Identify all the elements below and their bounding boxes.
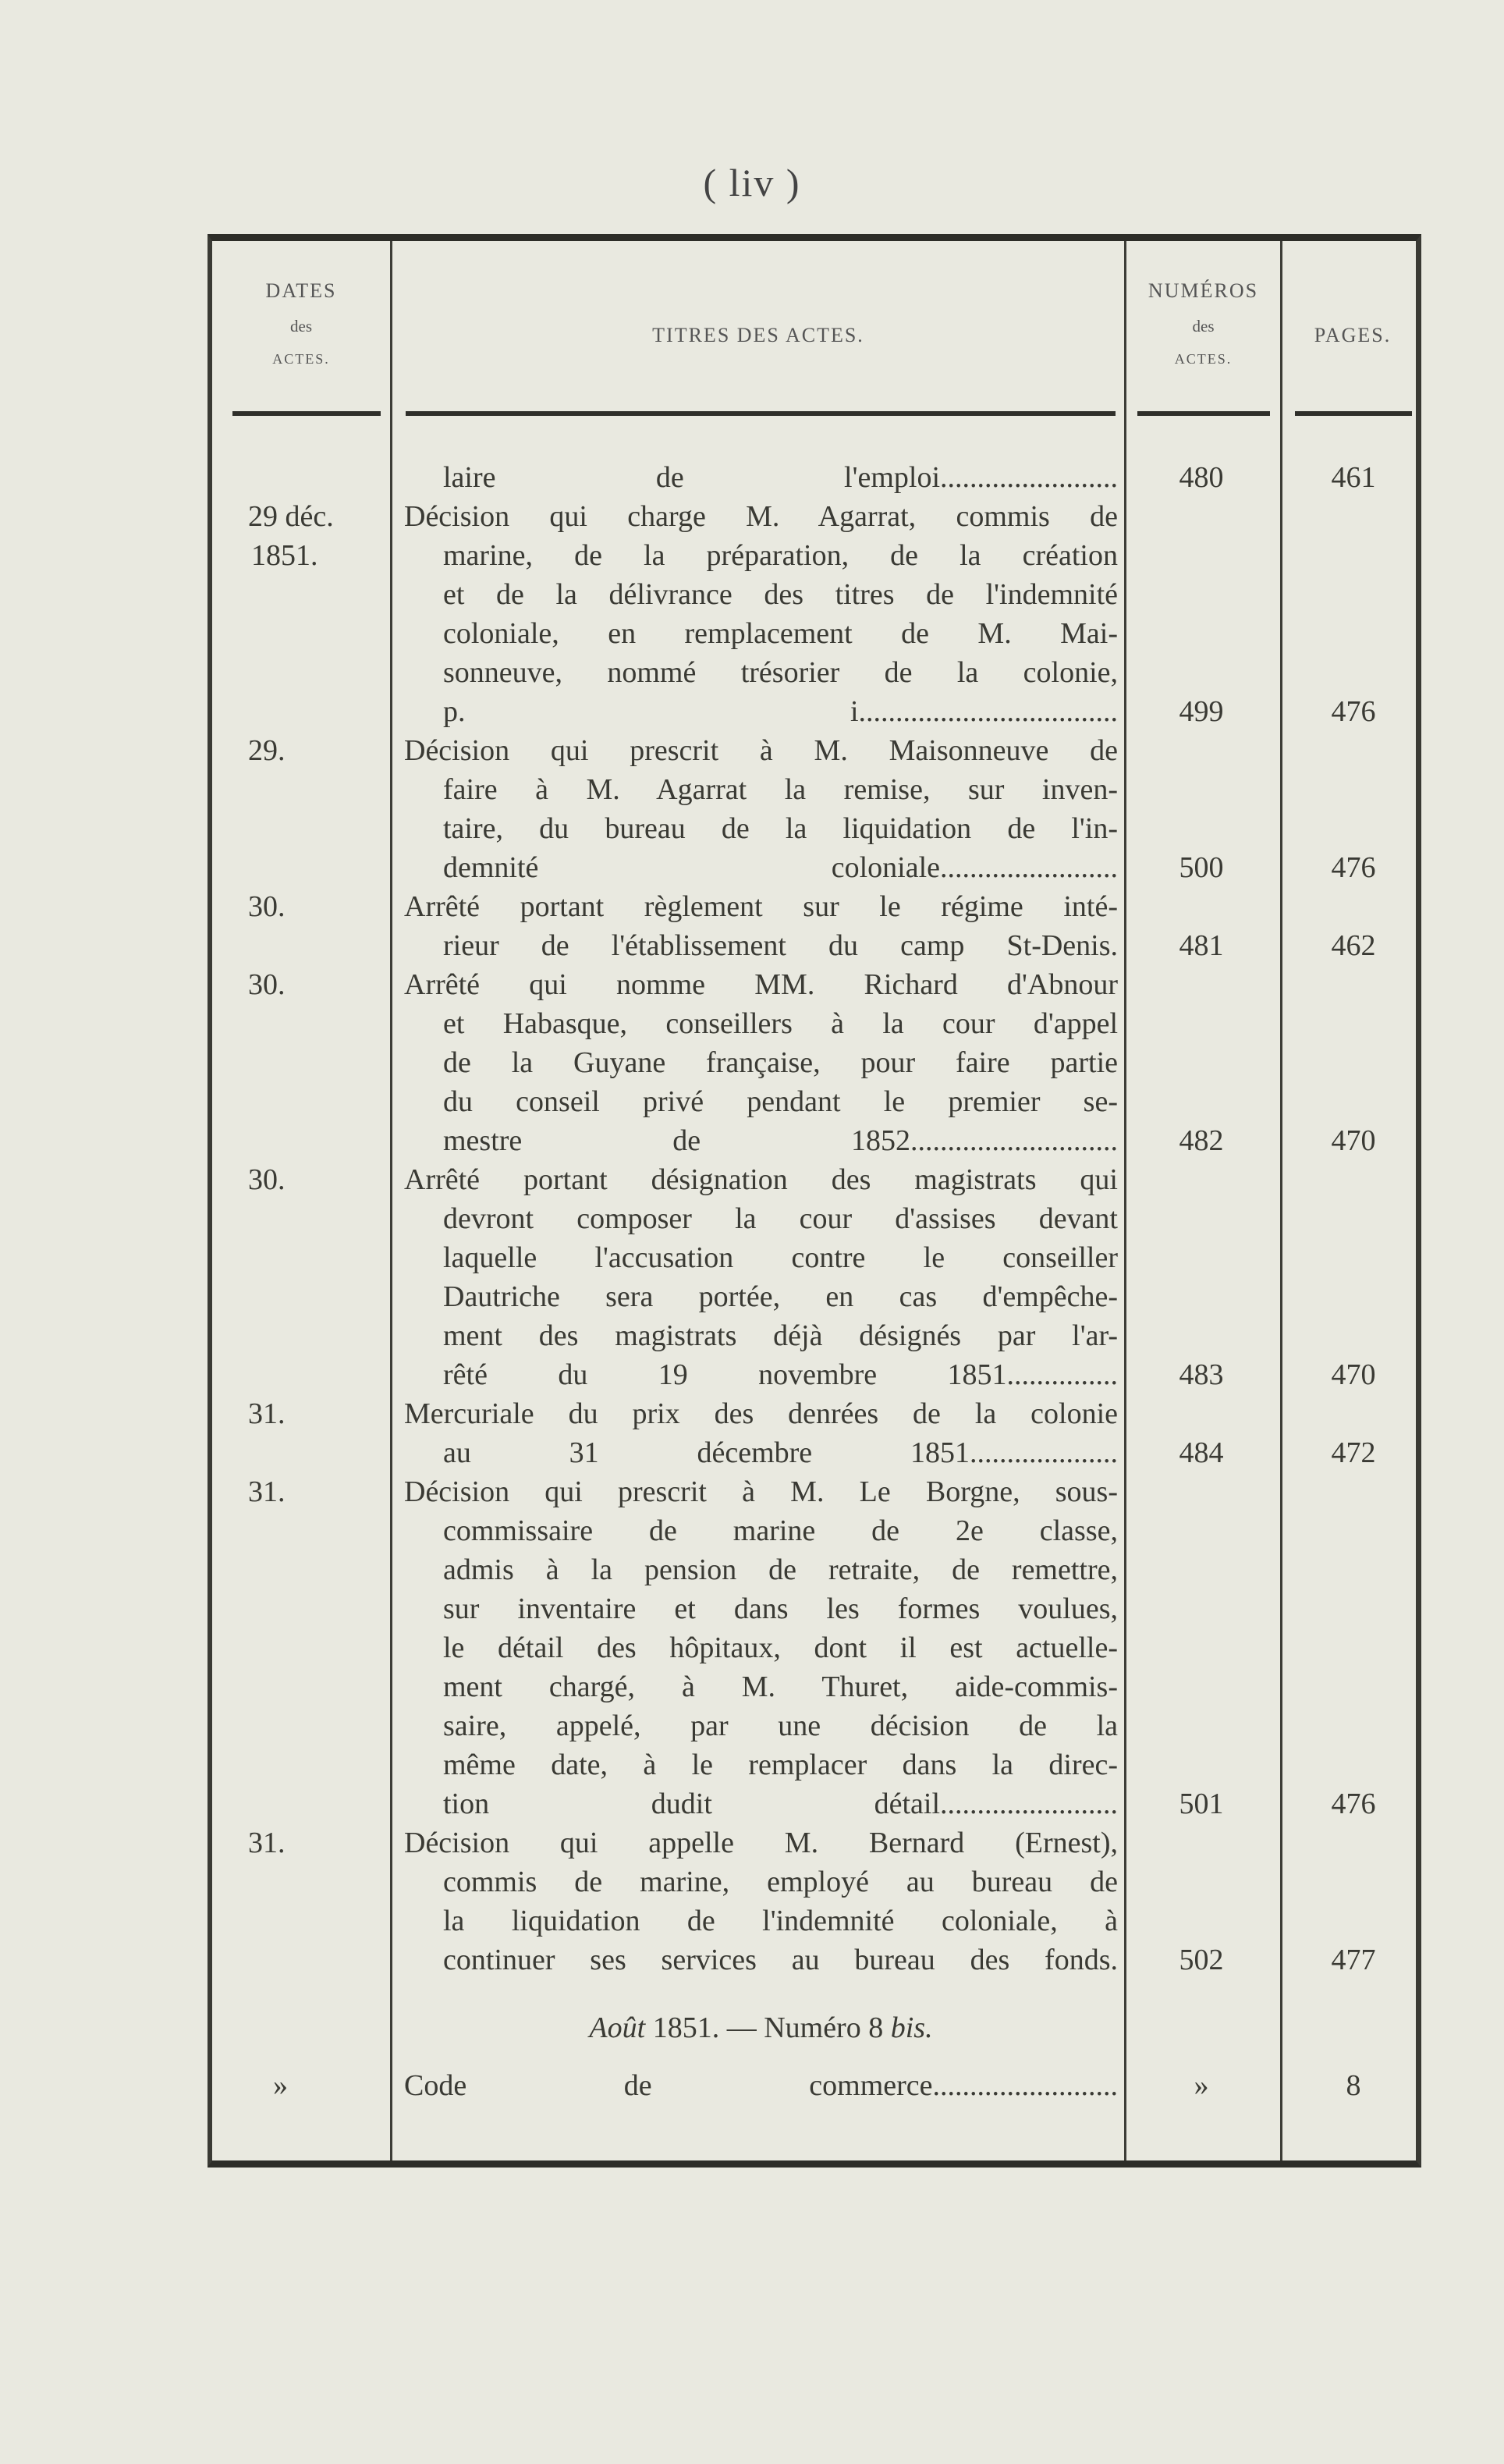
header-rule-dates: [232, 411, 381, 416]
column-rule-numbers: [1280, 241, 1282, 2160]
column-rule-dates: [390, 241, 392, 2160]
entry-date-line: 31.: [248, 1397, 286, 1430]
entry-title: [404, 1160, 1118, 1394]
entry-title: [404, 731, 1118, 887]
entry-title-line: admis à la pension de retraite, de remettre,: [443, 1553, 1118, 1586]
entry-numero: 501: [1179, 1788, 1224, 1820]
entry-title-line: du conseil privé pendant le premier se-: [443, 1085, 1118, 1118]
entry-title-line: Dautriche sera portée, en cas d'empêche-: [443, 1280, 1118, 1313]
header-dates: [212, 281, 390, 366]
header-numeros-line2: des: [1192, 317, 1215, 336]
entry-title-line: Décision qui appelle M. Bernard (Ernest),: [404, 1827, 1118, 1859]
entry-date: [248, 1823, 381, 1862]
entry-title-line: la liquidation de l'indemnité coloniale, à: [443, 1905, 1118, 1937]
entry-title-line: Mercuriale du prix des denrées de la colonie: [404, 1397, 1118, 1430]
header-pages: [1282, 325, 1423, 346]
entry-title-line: commissaire de marine de 2e classe,: [443, 1514, 1118, 1547]
header-numeros-line3: ACTES.: [1174, 351, 1233, 367]
entry-title-line: et Habasque, conseillers à la cour d'appel: [443, 1007, 1118, 1040]
section-month: Août: [589, 2011, 646, 2044]
entry-page: 470: [1331, 1124, 1376, 1157]
entry-title-line: coloniale, en remplacement de M. Mai-: [443, 617, 1118, 650]
entry-page: 477: [1331, 1944, 1376, 1976]
entry-title-line: saire, appelé, par une décision de la: [443, 1710, 1118, 1742]
entry-date: [248, 497, 381, 575]
entry-title-line: ment chargé, à M. Thuret, aide-commis-: [443, 1670, 1118, 1703]
entry-title: [404, 965, 1118, 1160]
entry-date: [248, 965, 381, 1004]
entry-date-line: 30.: [248, 968, 286, 1001]
entry-numero: 483: [1179, 1358, 1224, 1391]
entry-title-line: demnité coloniale........................: [443, 851, 1118, 884]
entry-title: [404, 1823, 1118, 1979]
entry-title: [404, 1394, 1118, 1472]
entry-title-line: faire à M. Agarrat la remise, sur inven-: [443, 773, 1118, 806]
entry-numero: 482: [1179, 1124, 1224, 1157]
header-rule-titles: [406, 411, 1116, 416]
entry-title-line: rêté du 19 novembre 1851...............: [443, 1358, 1118, 1391]
entry-title-line: et de la délivrance des titres de l'indemnité: [443, 578, 1118, 611]
entry-title-line: taire, du bureau de la liquidation de l'in-: [443, 812, 1118, 845]
entry-numero: »: [1194, 2069, 1209, 2102]
entry-page: 476: [1331, 851, 1376, 884]
entry-title-line: sonneuve, nommé trésorier de la colonie,: [443, 656, 1118, 689]
header-titres-label: TITRES DES ACTES.: [652, 324, 864, 346]
entry-date: [248, 1394, 381, 1433]
entry-date-line: 31.: [248, 1475, 286, 1508]
entry-numero: 480: [1179, 461, 1224, 494]
column-rule-titles: [1124, 241, 1126, 2160]
entry-title-line: de la Guyane française, pour faire partie: [443, 1046, 1118, 1079]
entry-page: 472: [1331, 1436, 1376, 1469]
header-dates-line1: DATES: [265, 279, 337, 302]
section-heading: [404, 2008, 1118, 2047]
entry-title-line: rieur de l'établissement du camp St-Denis.: [443, 929, 1118, 962]
entry-numero: 481: [1179, 929, 1224, 962]
entry-title-line: Décision qui charge M. Agarrat, commis de: [404, 500, 1118, 533]
entry-title-line: ment des magistrats déjà désignés par l'ar-: [443, 1319, 1118, 1352]
header-pages-label: PAGES.: [1314, 324, 1392, 346]
page-header: ( liv ): [703, 161, 801, 204]
entry-date-line: 30.: [248, 890, 286, 923]
entry-title-line: commis de marine, employé au bureau de: [443, 1866, 1118, 1898]
entry-title-line: p. i...................................: [443, 695, 1118, 728]
entry-title-line: le détail des hôpitaux, dont il est actuelle-: [443, 1631, 1118, 1664]
entry-numero: 484: [1179, 1436, 1224, 1469]
entry-date: [248, 1160, 381, 1199]
entry-page: 476: [1331, 1788, 1376, 1820]
entry-date: [248, 731, 381, 770]
entry-title-line: laquelle l'accusation contre le conseiller: [443, 1241, 1118, 1274]
entry-page: 461: [1331, 461, 1376, 494]
entry-title: [404, 1472, 1118, 1823]
entry-title-line: mestre de 1852............................: [443, 1124, 1118, 1157]
entry-numero: 500: [1179, 851, 1224, 884]
entry-date-line: 1851.: [251, 539, 318, 572]
header-dates-line2: des: [290, 317, 312, 336]
entry-title-line: Code de commerce.........................: [404, 2069, 1118, 2102]
entry-page: 476: [1331, 695, 1376, 728]
entry-title-line: devront composer la cour d'assises devant: [443, 1202, 1118, 1235]
header-titres: [392, 325, 1124, 346]
entry-title-line: Arrêté portant désignation des magistrats qui: [404, 1163, 1118, 1196]
entry-title-line: Décision qui prescrit à M. Le Borgne, sous-: [404, 1475, 1118, 1508]
section-rest: 1851. — Numéro 8: [652, 2011, 884, 2044]
entry-title-line: sur inventaire et dans les formes voulues,: [443, 1592, 1118, 1625]
entry-title-line: Arrêté qui nomme MM. Richard d'Abnour: [404, 968, 1118, 1001]
entry-page: 462: [1331, 929, 1376, 962]
entry-title-line: laire de l'emploi........................: [443, 461, 1118, 494]
entry-title: [404, 2066, 1118, 2105]
entry-title-line: continuer ses services au bureau des fonds.: [443, 1944, 1118, 1976]
entry-title-line: même date, à le remplacer dans la direc-: [443, 1749, 1118, 1781]
entry-title-line: tion dudit détail........................: [443, 1788, 1118, 1820]
entry-title: [404, 497, 1118, 731]
entry-date: [248, 1472, 381, 1511]
entry-title-line: marine, de la préparation, de la création: [443, 539, 1118, 572]
section-bis: bis.: [890, 2011, 933, 2044]
entry-title: [404, 458, 1118, 497]
header-rule-numbers: [1137, 411, 1270, 416]
header-numeros-line1: NUMÉROS: [1148, 279, 1259, 302]
entry-title-line: Arrêté portant règlement sur le régime inté-: [404, 890, 1118, 923]
entry-title-line: au 31 décembre 1851....................: [443, 1436, 1118, 1469]
entry-title-line: Décision qui prescrit à M. Maisonneuve de: [404, 734, 1118, 767]
entry-date: [248, 887, 381, 926]
header-rule-pages: [1295, 411, 1412, 416]
entry-numero: 499: [1179, 695, 1224, 728]
entry-date: »: [273, 2069, 288, 2102]
header-numeros: [1126, 281, 1280, 366]
entry-numero: 502: [1179, 1944, 1224, 1976]
entry-date-line: 30.: [248, 1163, 286, 1196]
entry-page: 8: [1346, 2069, 1361, 2102]
entry-title: [404, 887, 1118, 965]
entry-date-line: 31.: [248, 1827, 286, 1859]
entry-date-line: 29.: [248, 734, 286, 767]
entry-date-line: 29 déc.: [248, 500, 334, 533]
header-dates-line3: ACTES.: [272, 351, 330, 367]
entry-page: 470: [1331, 1358, 1376, 1391]
